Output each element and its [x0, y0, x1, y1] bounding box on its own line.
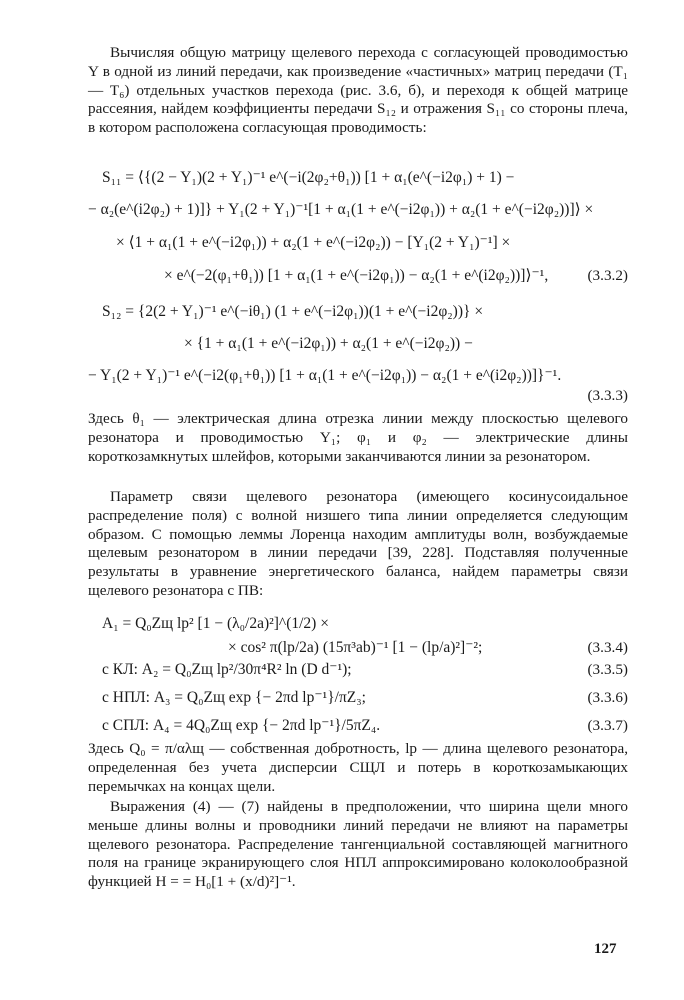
page-number: 127	[594, 941, 617, 957]
paragraph-coupling-parameter: Параметр связи щелевого резонатора (имеющего косинусоидальное распределение поля) с волной низшего типа линии определяется следующим образом. С помощью леммы Лоренца находим амплитуды волн, возбуждаемые щелевым резонатором в линии передачи [39, 228]. Подставляя полученные результаты в уравнение энергетического баланса, найдем параметры связи щелевого резонатора с ПВ:	[88, 488, 628, 599]
s11-line-1: S₁₁ = ⟨{(2 − Y₁)(2 + Y₁)⁻¹ e^(−i(2φ₂+θ₁)) [1 + α₁(e^(−i2φ₁) + 1) −	[102, 169, 515, 186]
paragraph-q0-definition: Здесь Q₀ = π/αλщ — собственная добротность, lр — длина щелевого резонатора, определенная без учета дисперсии СЩЛ и потерь в короткозамыкающих перемычках на концах щели.	[88, 740, 628, 795]
equation-number-3-3-2: (3.3.2)	[587, 267, 628, 284]
paragraph-assumptions: Выражения (4) — (7) найдены в предположении, что ширина щели много меньше длины волны и проводники линий передачи не влияют на параметры щелевого резонатора. Распределение тангенциальной составляющей магнитного поля на границе экранирующего слоя НПЛ аппроксимировано колоколообразной функцией H = = H₀[1 + (x/d)²]⁻¹.	[88, 798, 628, 891]
s12-line-2: × {1 + α₁(1 + e^(−i2φ₁)) + α₂(1 + e^(−i2φ₂)) −	[184, 335, 473, 352]
s12-line-3: − Y₁(2 + Y₁)⁻¹ e^(−i2(φ₁+θ₁)) [1 + α₁(1 + e^(−i2φ₁)) − α₂(1 + e^(i2φ₂))]}⁻¹.	[88, 367, 562, 384]
a4-line: с СПЛ: A₄ = 4Q₀Zщ exp {− 2πd lр⁻¹}/5πZ₄.	[102, 717, 381, 734]
s12-line-1: S₁₂ = {2(2 + Y₁)⁻¹ e^(−iθ₁) (1 + e^(−i2φ₁))(1 + e^(−i2φ₂))} ×	[102, 303, 484, 320]
equation-number-3-3-7: (3.3.7)	[587, 717, 628, 734]
a2-line: с КЛ: A₂ = Q₀Zщ lр²/30π⁴R² ln (D d⁻¹);	[102, 661, 352, 678]
s11-line-4: × e^(−2(φ₁+θ₁)) [1 + α₁(1 + e^(−i2φ₁)) − α₂(1 + e^(i2φ₂))]⟩⁻¹,	[164, 267, 549, 284]
s11-line-3: × ⟨1 + α₁(1 + e^(−i2φ₁)) + α₂(1 + e^(−i2φ₂)) − [Y₁(2 + Y₁)⁻¹] ×	[116, 234, 511, 251]
equation-number-3-3-5: (3.3.5)	[587, 661, 628, 678]
equation-number-3-3-6: (3.3.6)	[587, 689, 628, 706]
paragraph-matrix-intro: Вычисляя общую матрицу щелевого перехода с согласующей проводимостью Y в одной из линий передачи, как произведение «частичных» матриц передачи (T₁ — T₆) отдельных участков перехода (рис. 3.6, б), и переходя к общей матрице рассеяния, найдем коэффициенты передачи S₁₂ и отражения S₁₁ со стороны плеча, в котором расположена согласующая проводимость:	[88, 44, 628, 137]
equation-number-3-3-3: (3.3.3)	[587, 387, 628, 404]
a1-line-2: × cos² π(lр/2a) (15π³ab)⁻¹ [1 − (lр/a)²]⁻²;	[228, 639, 483, 656]
paragraph-theta-definition: Здесь θ₁ — электрическая длина отрезка линии между плоскостью щелевого резонатора и проводимостью Y₁; φ₁ и φ₂ — электрические длины короткозамкнутых шлейфов, которыми заканчиваются линии за резонатором.	[88, 410, 628, 465]
s11-line-2: − α₂(e^(i2φ₂) + 1)]} + Y₁(2 + Y₁)⁻¹[1 + α₁(1 + e^(−i2φ₁)) + α₂(1 + e^(−i2φ₂))]⟩ ×	[88, 201, 594, 218]
a3-line: с НПЛ: A₃ = Q₀Zщ exp {− 2πd lр⁻¹}/πZ₃;	[102, 689, 366, 706]
equation-number-3-3-4: (3.3.4)	[587, 639, 628, 656]
a1-line-1: A₁ = Q₀Zщ lр² [1 − (λ₀/2a)²]^(1/2) ×	[102, 615, 329, 632]
